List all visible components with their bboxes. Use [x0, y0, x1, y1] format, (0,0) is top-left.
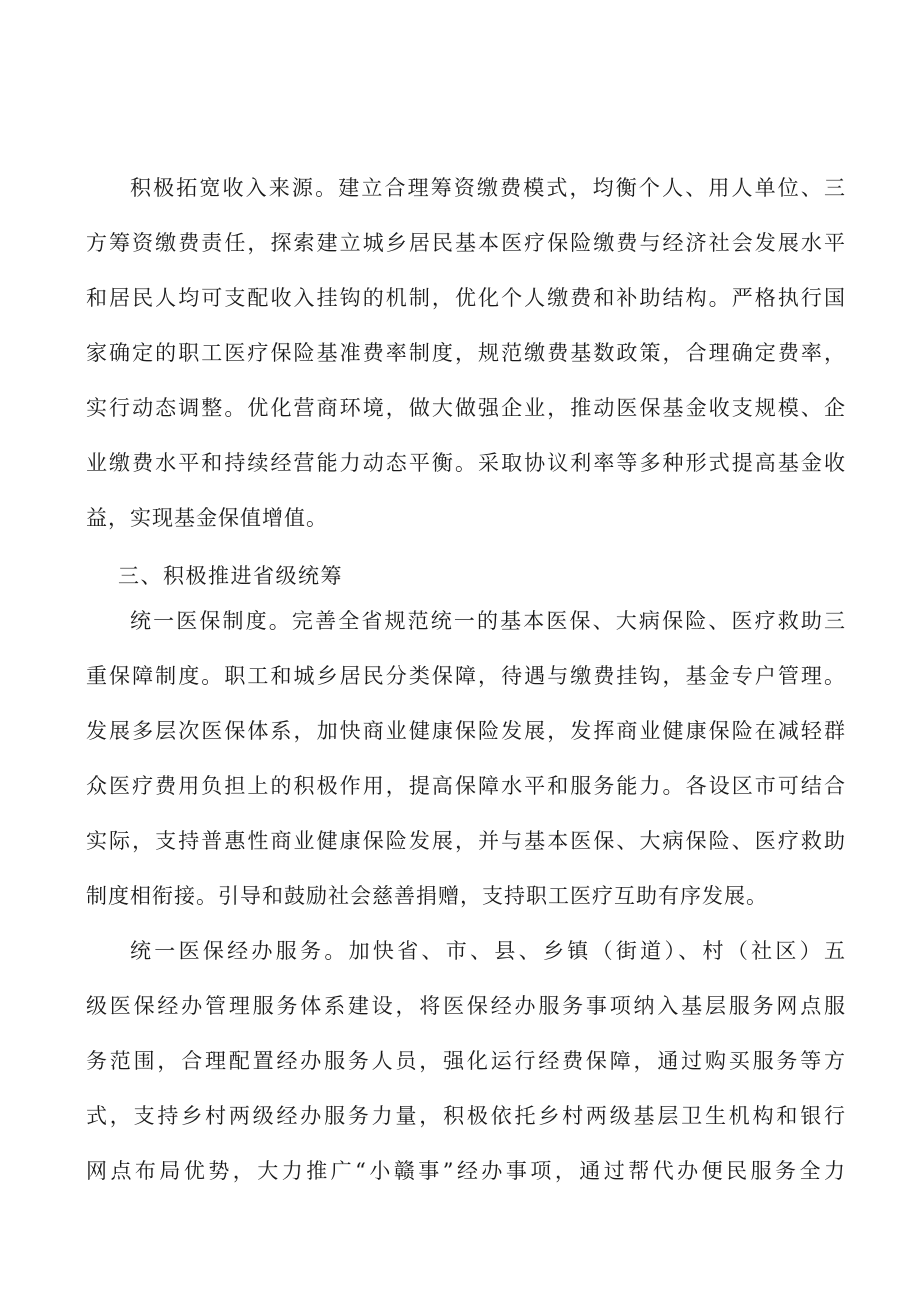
text-line: 重保障制度。职工和城乡居民分类保障，待遇与缴费挂钩，基金专户管理。	[86, 664, 846, 688]
text-line: 积极拓宽收入来源。建立合理筹资缴费模式，均衡个人、用人单位、三	[130, 176, 846, 200]
text-line: 级医保经办管理服务体系建设，将医保经办服务事项纳入基层服务网点服	[86, 994, 846, 1018]
section-heading: 三、积极推进省级统筹	[118, 564, 343, 588]
text-line: 方筹资缴费责任，探索建立城乡居民基本医疗保险缴费与经济社会发展水平	[86, 231, 846, 255]
text-line: 实行动态调整。优化营商环境，做大做强企业，推动医保基金收支规模、企	[86, 396, 846, 420]
text-line: 务范围，合理配置经办服务人员，强化运行经费保障，通过购买服务等方	[86, 1049, 846, 1073]
text-line: 和居民人均可支配收入挂钩的机制，优化个人缴费和补助结构。严格执行国	[86, 286, 846, 310]
text-line: 网点布局优势，大力推广“小赣事”经办事项，通过帮代办便民服务全力	[86, 1159, 846, 1183]
text-line: 业缴费水平和持续经营能力动态平衡。采取协议利率等多种形式提高基金收	[86, 451, 846, 475]
text-line: 式，支持乡村两级经办服务力量，积极依托乡村两级基层卫生机构和银行	[86, 1104, 846, 1128]
text-line: 统一医保经办服务。加快省、市、县、乡镇（街道）、村（社区）五	[130, 939, 846, 963]
text-line: 家确定的职工医疗保险基准费率制度，规范缴费基数政策，合理确定费率，	[86, 341, 846, 365]
text-line: 发展多层次医保体系，加快商业健康保险发展，发挥商业健康保险在减轻群	[86, 719, 846, 743]
text-line: 益，实现基金保值增值。	[86, 506, 328, 530]
text-line: 统一医保制度。完善全省规范统一的基本医保、大病保险、医疗救助三	[130, 609, 846, 633]
text-line: 制度相衔接。引导和鼓励社会慈善捐赠，支持职工医疗互助有序发展。	[86, 884, 768, 908]
text-line: 众医疗费用负担上的积极作用，提高保障水平和服务能力。各设区市可结合	[86, 774, 846, 798]
text-line: 实际，支持普惠性商业健康保险发展，并与基本医保、大病保险、医疗救助	[86, 829, 846, 853]
